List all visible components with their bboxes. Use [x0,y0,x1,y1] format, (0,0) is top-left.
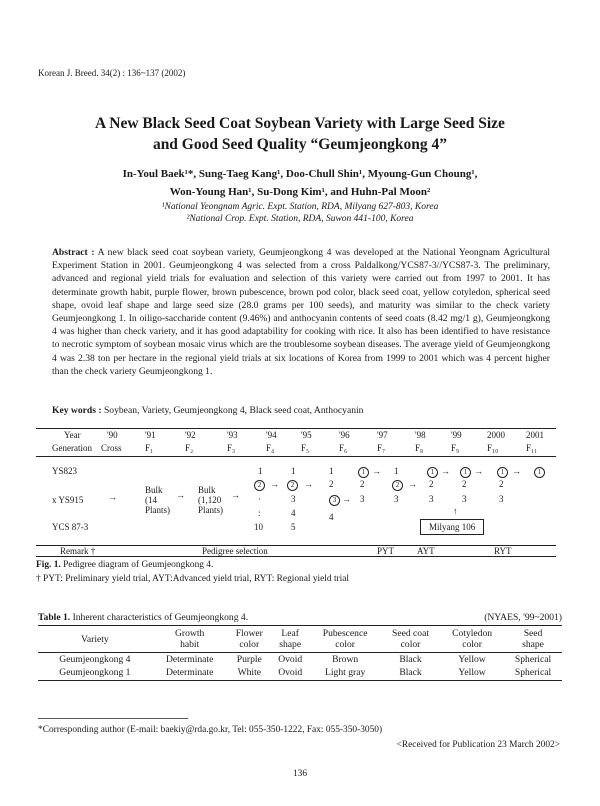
author-list [0,165,600,201]
f3-dots-2: : [258,508,261,518]
table-cell-1-2: White [228,666,271,681]
abstract [52,246,550,378]
f6-line-3: 3 [360,494,365,504]
f5-line-1: 1 [329,466,334,476]
table-1-header-0: Variety [38,626,152,653]
authors-line-1: In-Youl Baek¹*, Sung-Taeg Kang¹, Doo-Chull Shin¹, Myoung-Gun Choung¹, [122,168,478,180]
generation-5: F₅ [301,443,310,453]
year-7: '97 [377,430,388,440]
parent-ys915: x YS915 [52,495,84,505]
keywords [52,405,363,416]
table-cell-1-5: Black [381,666,440,681]
generation-label: Generation [52,443,92,453]
footnote-separator [38,718,188,719]
f5-line-3: 3 [329,494,340,506]
table-cell-0-4: Brown [332,654,359,665]
f6-line-1: 1 [358,466,369,478]
f7-arrow: → [408,479,417,489]
f2-arrow: → [231,490,240,500]
generation-8: F₈ [415,443,424,453]
year-label: Year [64,430,81,440]
year-1: '91 [145,430,156,440]
table-cell-1-4: Light gray [309,666,381,681]
f10-line-3: 3 [499,494,504,504]
abstract-label: Abstract : [52,247,95,258]
f8-line-1: 1 [427,466,438,478]
f10-arrow: → [512,466,521,476]
remark-label: Remark † [60,546,96,556]
affiliation-2: ²National Crop. Expt. Station, RDA, Suwon 441-100, Korea [186,214,414,224]
f9-line-1: 1 [460,466,471,478]
f4-arrow: → [304,479,313,489]
generation-3: F₃ [227,443,236,453]
f7-line-3: 3 [394,494,399,504]
f6-line-2: 2 [360,479,365,489]
table-1-title-text: Inherent characteristics of Geumjeongkong 4. [70,612,249,623]
table-1-title [38,612,248,623]
generation-2: F₂ [185,443,194,453]
bulk-f2: Bulk (1,120 Plants) [198,485,224,515]
f10-line-2: 2 [499,479,504,489]
received-date: <Received for Publication 23 March 2002> [396,740,560,750]
page-number: 136 [292,769,308,779]
table-cell-1-0: Geumjeongkong 1 [38,666,152,681]
f7-line-2: 2 [392,479,403,491]
table-cell-0-7: Spherical [514,654,552,665]
table-cell-0-0: Geumjeongkong 4 [59,654,131,665]
year-8: '98 [415,430,426,440]
affiliation-1: ¹National Yeongnam Agric. Expt. Station, RDA, Milyang 627-803, Korea [161,202,439,212]
f4-line-4: 4 [291,508,296,518]
generation-0: Cross [101,443,122,453]
f8-arrow: → [441,466,450,476]
table-row [38,653,562,667]
f3-arrow: → [270,479,279,489]
table-cell-0-5: Black [399,654,422,665]
year-6: '96 [339,430,350,440]
f3-line-10: 10 [254,522,263,532]
f3-line-2: 2 [254,479,265,491]
bulk-f1: Bulk (14 Plants) [145,485,171,515]
f7-line-1: 1 [394,466,399,476]
cross-arrow: → [108,492,117,502]
f4-line-1: 1 [291,466,296,476]
f6-arrow: → [372,466,381,476]
f5-line-4: 4 [329,512,334,522]
f3-line-1: 1 [258,466,263,476]
f3-dots: · [258,494,261,504]
table-1-header-1: Growth habit [152,626,228,653]
remark-ryt: RYT [494,546,512,556]
year-10: 2000 [487,430,505,440]
year-4: '94 [266,430,277,440]
year-11: 2001 [526,430,544,440]
f5-arrow: → [342,494,351,504]
f9-arrow: → [474,466,483,476]
f4-line-3: 3 [291,494,296,504]
keywords-label: Key words : [52,405,102,416]
table-1-header-6: Cotyledon color [440,626,504,653]
keywords-text: Soybean, Variety, Geumjeongkong 4, Black seed coat, Anthocyanin [101,405,364,416]
milyang-arrow: ↑ [453,506,458,516]
title-line-1: A New Black Seed Coat Soybean Variety with Large Seed Size [95,115,505,132]
f8-line-3: 3 [429,494,434,504]
generation-9: F₉ [451,443,460,453]
journal-citation: Korean J. Breed. 34(2) : 136~137 (2002) [38,68,186,78]
affiliations [0,201,600,225]
table-1-header-4: Pubescence color [309,626,381,653]
f1-arrow: → [176,490,185,500]
milyang-box [420,522,484,532]
remark-pedigree: Pedigree selection [202,546,268,556]
table-row [38,666,562,681]
table-cell-0-6: Yellow [458,654,486,665]
year-2: '92 [185,430,196,440]
abstract-text: A new black seed coat soybean variety, Geumjeongkong 4 was developed at the National Yeongnam Agricultural Experiment Station in 2001. Geumjeongkong 4 was selected from a cross Paldalkong/YCS87-3//YCS87-3. The preliminary, advanced and regional yield trials for evaluation and selection of this variety were carried out from 1997 to 2001. It has determinate growth habit, purple flower, brown pubescence, brown pod color, black seed coat, yellow cotyledon, spherical seed shape, ovoid leaf shape and large seed size (28.0 grams per 100 seeds), and maturity was similar to the check variety Geumjeongkong 1. In oiligo-saccharide content (9.46%) and anthocyanin contents of seed coats (8.42 mg/1 g), Geumjeongkong 4 was higher than check variety, and it has good adaptability for cooking with rice. It also has been identified to have resistance to necrotic symptom of soybean mosaic virus which are the troublesome soybean diseases. The average yield of Geumjeongkong 4 was 2.38 ton per hectare in the regional yield trials at six locations of Korea from 1999 to 2001 which was 4 percent higher than the check variety Geumjeongkong 1. [52,247,551,377]
generation-4: F₄ [266,443,275,453]
f5-line-2: 2 [329,479,334,489]
remark-ayt: AYT [417,546,435,556]
f8-line-2: 2 [429,479,434,489]
f9-line-2: 2 [462,479,467,489]
year-5: '95 [301,430,312,440]
figure-caption [36,560,213,570]
generation-11: F₁₁ [526,443,538,453]
parent-ys823: YS823 [52,466,78,476]
table-cell-1-3: Ovoid [271,666,309,681]
generation-10: F₁₀ [487,443,499,453]
table-1-header-2: Flower color [228,626,271,653]
table-1-header-7: Seed shape [504,626,562,653]
year-3: '93 [227,430,238,440]
pedigree-diagram [36,428,556,556]
table-cell-1-1: Determinate [152,666,228,681]
year-9: '99 [451,430,462,440]
table-1 [38,625,562,681]
parent-ycs873: YCS 87-3 [52,522,89,532]
figure-caption-text: Pedigree diagram of Geumjeongkong 4. [60,560,214,570]
remark-pyt: PYT [377,546,395,556]
f4-line-5: 5 [291,522,296,532]
paper-title [0,113,600,155]
table-1-header-3: Leaf shape [271,626,309,653]
generation-6: F₆ [339,443,348,453]
f9-line-3: 3 [462,494,467,504]
generation-7: F₇ [377,443,386,453]
generation-1: F₁ [145,443,154,453]
table-cell-1-7: Spherical [504,666,562,681]
table-cell-0-1: Determinate [165,654,214,665]
table-cell-0-2: Purple [236,654,262,665]
figure-caption-label: Fig. 1. [36,560,61,570]
table-1-note: (NYAES, '99~2001) [484,612,562,623]
title-line-2: and Good Seed Quality “Geumjeongkong 4” [152,136,448,153]
year-0: '90 [107,430,118,440]
table-cell-1-6: Yellow [440,666,504,681]
table-1-header-5: Seed coat color [381,626,440,653]
table-cell-0-3: Ovoid [278,654,303,665]
milyang-label: Milyang 106 [420,519,484,535]
table-1-label: Table 1. [38,612,71,623]
f11-line-1: 1 [534,466,545,478]
f10-line-1: 1 [497,466,508,478]
corresponding-author: *Corresponding author (E-mail: baekiy@rda.go.kr, Tel: 055-350-1222, Fax: 055-350-3050) [38,725,383,735]
f4-line-2: 2 [287,479,298,491]
figure-footnote: † PYT: Preliminary yield trial, AYT:Advanced yield trial, RYT: Regional yield trial [36,574,350,584]
authors-line-2: Won-Young Han¹, Su-Dong Kim¹, and Huhn-Pal Moon² [169,186,431,198]
